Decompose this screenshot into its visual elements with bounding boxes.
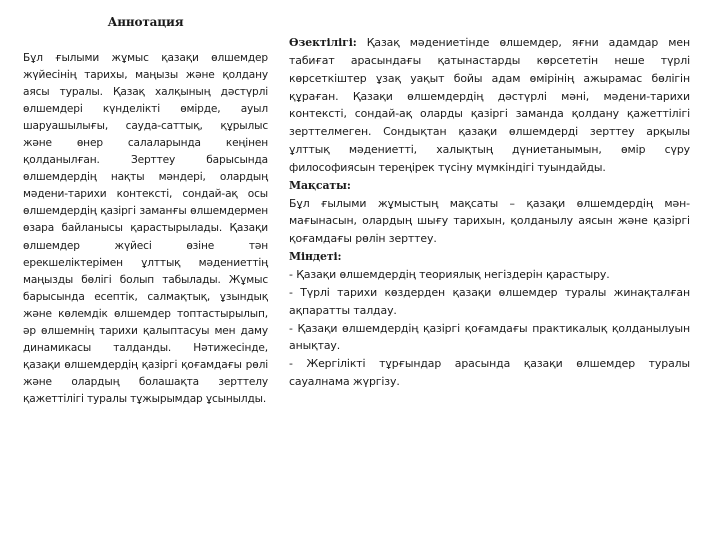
relevance-paragraph: [289, 34, 690, 177]
task-item: - Түрлі тарихи көздерден қазақи өлшемдер туралы жинақталған ақпаратты талдау.: [289, 285, 690, 317]
goal-heading: Мақсаты:: [289, 178, 351, 192]
details-column: [289, 34, 690, 391]
annotation-title: Аннотация: [107, 15, 184, 29]
relevance-text: Қазақ мәдениетінде өлшемдер, яғни адамдар мен табиғат арасындағы қатынастарды көрсететін неше түрлі көрсеткіштер ұзақ уақыт бойы адам өмірінің ажырамас бөлігін құраған. Қазақи өлшемдердің дәстүрлі мәні, мәдени-тарихи контексті, сондай-ақ оларды қазіргі заманда қолдану қажеттілігі зерттелмеген. Сондықтан қазақи өлшемдерді зерттеу арқылы ұлттық мәдениетті, халықтың дүниетанымын, өмір сүру философиясын тереңірек түсіну мүмкіндігі туындайды.: [289, 36, 690, 174]
annotation-text: Бұл ғылыми жұмыс қазақи өлшемдер жүйесінің тарихы, маңызы және қолдану аясы туралы. Қазақ халқының дәстүрлі өлшемдері күнделікті өмірде, ауыл шаруашылығы, сауда-саттық, құрылыс және өнер салаларында кеңінен қолданылған. Зерттеу барысында өлшемдердің нақты мәндері, олардың мәдени-тарихи контексті, сондай-ақ осы өлшемдердің қазіргі заманғы өлшемдермен өзара байланысы қарастырылады. Қазақи өлшемдер жүйесі өзіне тән ерекшеліктерімен ұлттық мәдениеттің маңызды бөлігі болып табылады. Жұмыс барысында есептік, салмақтық, ұзындық және көлемдік өлшемдер топтастырылып, әр өлшемнің тарихи қалыптасуы мен даму динамикасы талданды. Нәтижесінде, қазақи өлшемдердің қазіргі қоғамдағы рөлі және олардың болашақта зерттелу қажеттілігі туралы тұжырымдар ұсынылды.: [23, 52, 268, 405]
task-item: - Жергілікті тұрғындар арасында қазақи өлшемдер туралы сауалнама жүргізу.: [289, 357, 690, 389]
relevance-label: Өзектілігі:: [289, 36, 357, 49]
task-item: - Қазақи өлшемдердің қазіргі қоғамдағы практикалық қолданылуын анықтау.: [289, 321, 690, 353]
task-item: - Қазақи өлшемдердің теориялық негіздерін қарастыру.: [289, 267, 610, 281]
goal-text: Бұл ғылыми жұмыстың мақсаты – қазақи өлшемдердің мән-мағынасын, олардың шығу тарихын, қолданылу аясын және қазіргі қоғамдағы рөлін зерттеу.: [289, 196, 690, 246]
tasks-heading: Міндеті:: [289, 250, 342, 264]
annotation-column: [23, 14, 268, 408]
